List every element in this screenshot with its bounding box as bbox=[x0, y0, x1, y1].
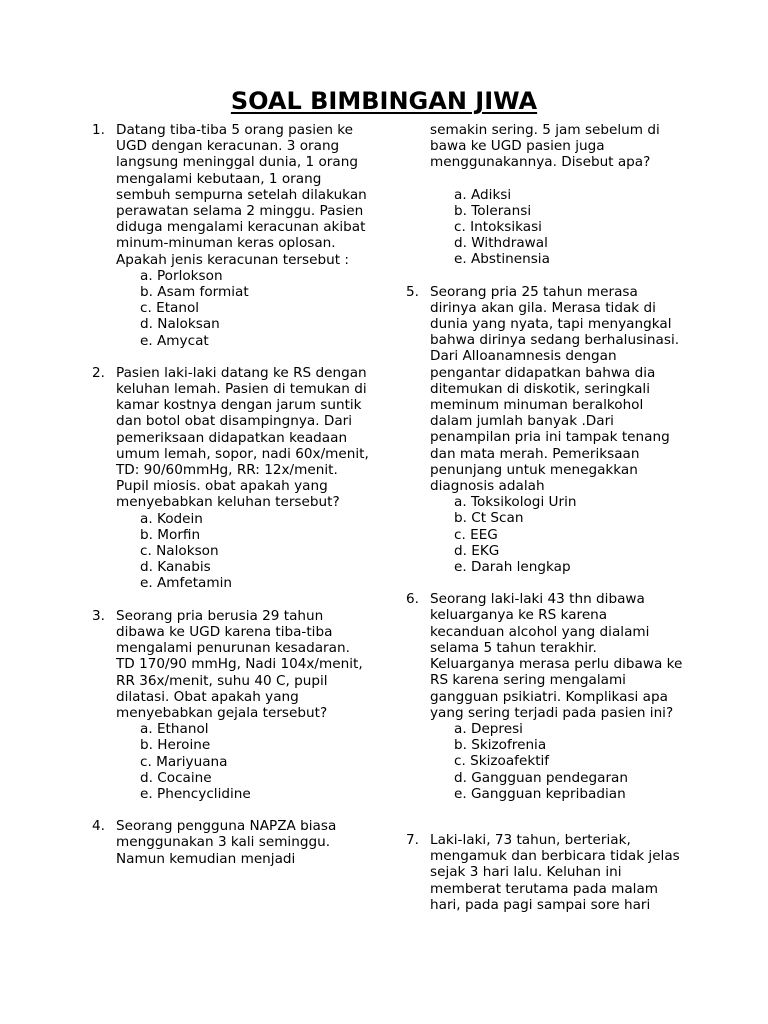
option-b: b. Asam formiat bbox=[140, 284, 249, 301]
question-5 bbox=[406, 284, 684, 576]
question-number: 1. bbox=[92, 122, 105, 138]
option-c: c. Skizoafektif bbox=[454, 753, 550, 770]
option-c: c. Intoksikasi bbox=[454, 219, 542, 236]
question-number: 5. bbox=[406, 283, 419, 300]
option-a: a. Porlokson bbox=[140, 267, 223, 284]
option-b: b. Heroine bbox=[140, 737, 211, 754]
question-4-continuation bbox=[406, 122, 684, 268]
question-3 bbox=[92, 608, 370, 802]
question-text: semakin sering. 5 jam sebelum di bawa ke UGD pasien juga menggunakannya. Disebut apa? bbox=[430, 122, 660, 171]
option-a: a. Kodein bbox=[140, 510, 203, 527]
option-list bbox=[430, 721, 684, 802]
option-d: d. Kanabis bbox=[140, 559, 211, 576]
question-text: Seorang pria 25 tahun merasa dirinya akan gila. Merasa tidak di dunia yang nyata, tapi menyangkal bahwa dirinya sedang berhalusinasi. Dari Alloanamnesis dengan pengantar didapatkan bahwa dia ditemukan di diskotik, seringkali meminum minuman beralkohol dalam jumlah banyak .Dari penampilan pria ini tampak tenang dan mata merah. Pemeriksaan penunjang untuk menegakkan diagnosis adalah bbox=[430, 283, 680, 495]
option-a: a. Adiksi bbox=[454, 186, 512, 203]
question-text: Seorang laki-laki 43 thn dibawa keluarganya ke RS karena kecanduan alcohol yang dialami selama 5 tahun terakhir. Keluarganya merasa perlu dibawa ke RS karena sering mengalami gangguan psikiatri. Komplikasi apa yang sering terjadi pada pasien ini? bbox=[430, 591, 683, 721]
question-text: Pasien laki-laki datang ke RS dengan keluhan lemah. Pasien di temukan di kamar kostnya dengan jarum suntik dan botol obat disampingnya. Dari pemeriksaan didapatkan keadaan umum lemah, sopor, nadi 60x/menit, TD: 90/60mmHg, RR: 12x/menit. Pupil miosis. obat apakah yang menyebabkan keluhan tersebut? bbox=[116, 364, 369, 511]
option-list bbox=[430, 187, 684, 268]
question-6 bbox=[406, 591, 684, 802]
question-number: 3. bbox=[92, 607, 105, 624]
question-text: Seorang pengguna NAPZA biasa menggunakan 3 kali seminggu. Namun kemudian menjadi bbox=[116, 818, 337, 867]
question-number: 6. bbox=[406, 591, 419, 608]
option-b: b. Ct Scan bbox=[454, 510, 524, 527]
option-c: c. Mariyuana bbox=[140, 753, 228, 770]
option-d: d. Cocaine bbox=[140, 769, 212, 786]
question-text: Datang tiba-tiba 5 orang pasien ke UGD dengan keracunan. 3 orang langsung meninggal dunia, 1 orang mengalami kebutaan, 1 orang sembuh sempurna setelah dilakukan perawatan selama 2 minggu. Pasien diduga mengalami keracunan akibat minum-minuman keras oplosan. Apakah jenis keracunan tersebut : bbox=[116, 122, 367, 268]
page-title: SOAL BIMBINGAN JIWA bbox=[230, 87, 538, 115]
option-list bbox=[116, 721, 370, 802]
option-b: b. Skizofrenia bbox=[454, 737, 547, 754]
option-e: e. Amycat bbox=[140, 332, 209, 349]
option-c: c. Etanol bbox=[140, 300, 200, 317]
option-e: e. Abstinensia bbox=[454, 251, 550, 268]
option-e: e. Gangguan kepribadian bbox=[454, 785, 626, 802]
question-1 bbox=[92, 122, 370, 349]
option-list bbox=[116, 511, 370, 592]
option-e: e. Amfetamin bbox=[140, 575, 232, 592]
option-d: d. EKG bbox=[454, 542, 500, 559]
option-d: d. Withdrawal bbox=[454, 235, 548, 252]
question-text: Laki-laki, 73 tahun, berteriak, mengamuk dan berbicara tidak jelas sejak 3 hari lalu. Keluhan ini memberat terutama pada malam hari, pada pagi sampai sore hari bbox=[430, 831, 680, 913]
question-number: 7. bbox=[406, 831, 419, 848]
option-list bbox=[116, 268, 370, 349]
option-a: a. Toksikologi Urin bbox=[454, 494, 577, 511]
left-column bbox=[92, 122, 370, 883]
option-e: e. Darah lengkap bbox=[454, 559, 571, 576]
option-a: a. Ethanol bbox=[140, 721, 209, 738]
option-b: b. Morfin bbox=[140, 526, 201, 543]
question-7 bbox=[406, 832, 684, 913]
option-c: c. Nalokson bbox=[140, 543, 219, 560]
option-a: a. Depresi bbox=[454, 720, 523, 737]
option-e: e. Phencyclidine bbox=[140, 785, 251, 802]
question-number: 2. bbox=[92, 364, 105, 381]
option-d: d. Gangguan pendegaran bbox=[454, 769, 628, 786]
option-d: d. Naloksan bbox=[140, 316, 220, 333]
question-2 bbox=[92, 365, 370, 592]
right-column bbox=[406, 122, 684, 929]
option-b: b. Toleransi bbox=[454, 202, 532, 219]
question-text: Seorang pria berusia 29 tahun dibawa ke UGD karena tiba-tiba mengalami penurunan kesadaran. TD 170/90 mmHg, Nadi 104x/menit, RR 36x/menit, suhu 40 C, pupil dilatasi. Obat apakah yang menyebabkan gejala tersebut? bbox=[116, 607, 363, 721]
option-list bbox=[430, 494, 684, 575]
option-c: c. EEG bbox=[454, 526, 498, 543]
question-4 bbox=[92, 818, 370, 867]
question-number: 4. bbox=[92, 818, 105, 835]
